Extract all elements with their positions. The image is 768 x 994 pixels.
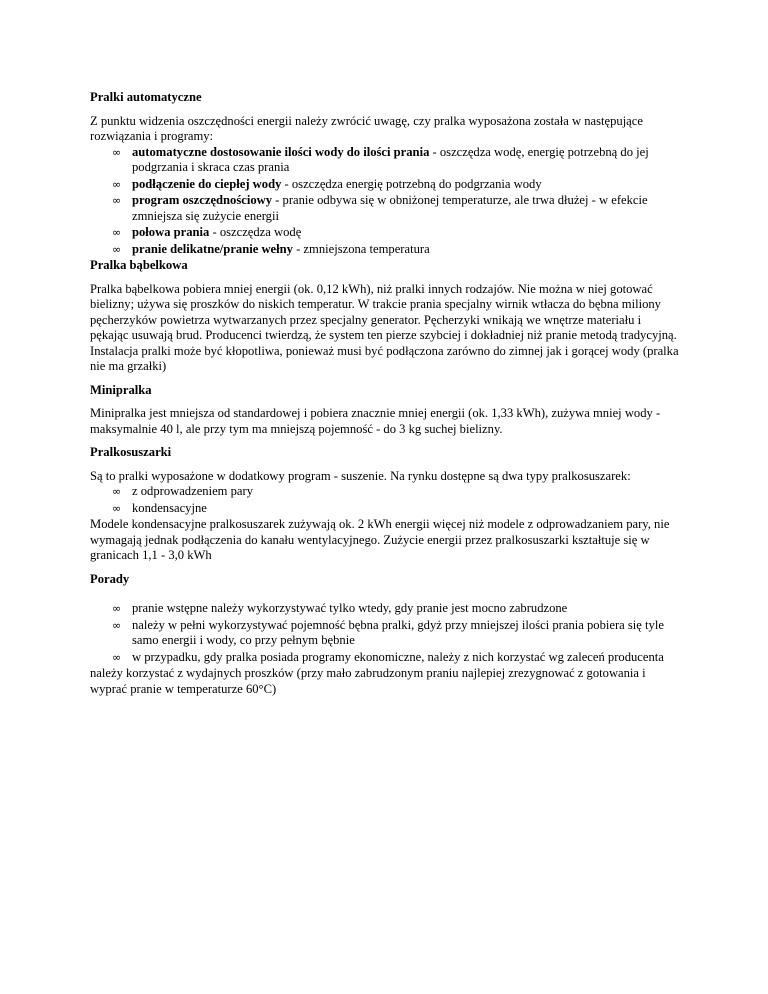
list-item: [90, 242, 682, 258]
body-minipralka: Minipralka jest mniejsza od standardowej i pobiera znacznie mniej energii (ok. 1,33 kWh), zużywa mniej wody - maksymalnie 40 l, ale przy tym ma mniejszą pojemność - do 3 kg suchej bielizny.: [90, 406, 661, 436]
item-bold: pranie delikatne/pranie wełny: [132, 241, 293, 256]
heading-pralka-babelkowa: Pralka bąbelkowa: [90, 258, 188, 272]
heading-porady: Porady: [90, 571, 130, 586]
item-text: pranie wstępne należy wykorzystywać tylko wtedy, gdy pranie jest mocno zabrudzone: [132, 601, 568, 615]
list-item: [90, 601, 682, 617]
item-bold: podłączenie do ciepłej wody: [132, 176, 282, 191]
item-text: - oszczędza wodę, energię potrzebną do jej podgrzania i skraca czas prania: [132, 144, 649, 174]
item-bold: program oszczędnościowy: [132, 193, 273, 207]
item-text: - oszczędza wodę: [209, 225, 302, 239]
bullet-icon: ∞: [112, 194, 122, 207]
heading-minipralka: Minipralka: [90, 382, 152, 397]
document-content: [90, 90, 682, 697]
bullet-icon: ∞: [112, 145, 122, 159]
heading-pralkosuszarki: Pralkosuszarki: [90, 445, 172, 459]
list-item: [90, 177, 682, 193]
item-text: z odprowadzeniem pary: [132, 484, 253, 498]
bullet-icon: ∞: [112, 650, 122, 664]
list-item: [90, 145, 682, 176]
bullet-icon: ∞: [112, 618, 122, 632]
list-item: [90, 225, 682, 241]
bullet-icon: ∞: [112, 226, 122, 239]
outro-porady: należy korzystać z wydajnych proszków (przy mało zabrudzonym praniu najlepiej zrezygnować z gotowania i wyprać pranie w temperaturze 60°C): [90, 666, 646, 696]
item-text: kondensacyjne: [132, 500, 207, 515]
list-tips: [90, 601, 682, 665]
list-item: [90, 618, 682, 649]
item-text: - pranie odbywa się w obniżonej temperaturze, ale trwa dłużej - w efekcie zmniejsza się zużycie energii: [132, 193, 648, 223]
item-bold: połowa prania: [132, 225, 210, 239]
bullet-icon: ∞: [112, 485, 122, 498]
item-text: należy w pełni wykorzystywać pojemność bębna pralki, gdyż przy mniejszej ilości prania pobiera się tyle samo energii i wody, co przy pełnym bębnie: [132, 617, 664, 647]
bullet-icon: ∞: [112, 242, 122, 256]
heading-pralki-automatyczne: Pralki automatyczne: [90, 90, 202, 104]
bullet-icon: ∞: [112, 177, 122, 191]
outro-pralkosuszarki: Modele kondensacyjne pralkosuszarek zużywają ok. 2 kWh energii więcej niż modele z odprowadzaniem pary, nie wymagają jednak podłączenia do kanału wentylacyjnego. Zużycie energii przez pralkosuszarki kształtuje się w granicach 1,1 - 3,0 kWh: [90, 517, 670, 562]
item-bold: automatyczne dostosowanie ilości wody do ilości prania: [132, 144, 430, 159]
bullet-icon: ∞: [112, 501, 122, 515]
body-pralka-babelkowa: Pralka bąbelkowa pobiera mniej energii (ok. 0,12 kWh), niż pralki innych rodzajów. Nie można w niej gotować bielizny; używa się proszków do niskich temperatur. W trakcie prania specjalny wirnik wtłacza do bębna miliony pęcherzyków powietrza wytwarzanych przez specjalny generator. Pęcherzyki wnikają we wnętrze materiału i pękając usuwają brud. Producenci twierdzą, że system ten pierze szybciej i dokładniej niż pranie metodą tradycyjną. Instalacja pralki może być kłopotliwa, ponieważ musi być podłączona zarówno do zimnej jak i gorącej wody (pralka nie ma grzałki): [90, 281, 679, 373]
list-item: [90, 193, 682, 224]
list-item: [90, 650, 682, 666]
intro-pralki-automatyczne: Z punktu widzenia oszczędności energii należy zwrócić uwagę, czy pralka wyposażona została w następujące rozwiązania i programy:: [90, 113, 643, 143]
item-text: - oszczędza energię potrzebną do podgrzania wody: [281, 176, 542, 191]
list-item: [90, 501, 682, 517]
list-item: [90, 484, 682, 500]
intro-pralkosuszarki: Są to pralki wyposażone w dodatkowy program - suszenie. Na rynku dostępne są dwa typy pralkosuszarek:: [90, 468, 631, 483]
item-text: w przypadku, gdy pralka posiada programy ekonomiczne, należy z nich korzystać wg zaleceń producenta: [132, 649, 664, 664]
bullet-icon: ∞: [112, 602, 122, 615]
list-types: [90, 484, 682, 516]
list-features: [90, 145, 682, 258]
item-text: - zmniejszona temperatura: [292, 241, 430, 256]
